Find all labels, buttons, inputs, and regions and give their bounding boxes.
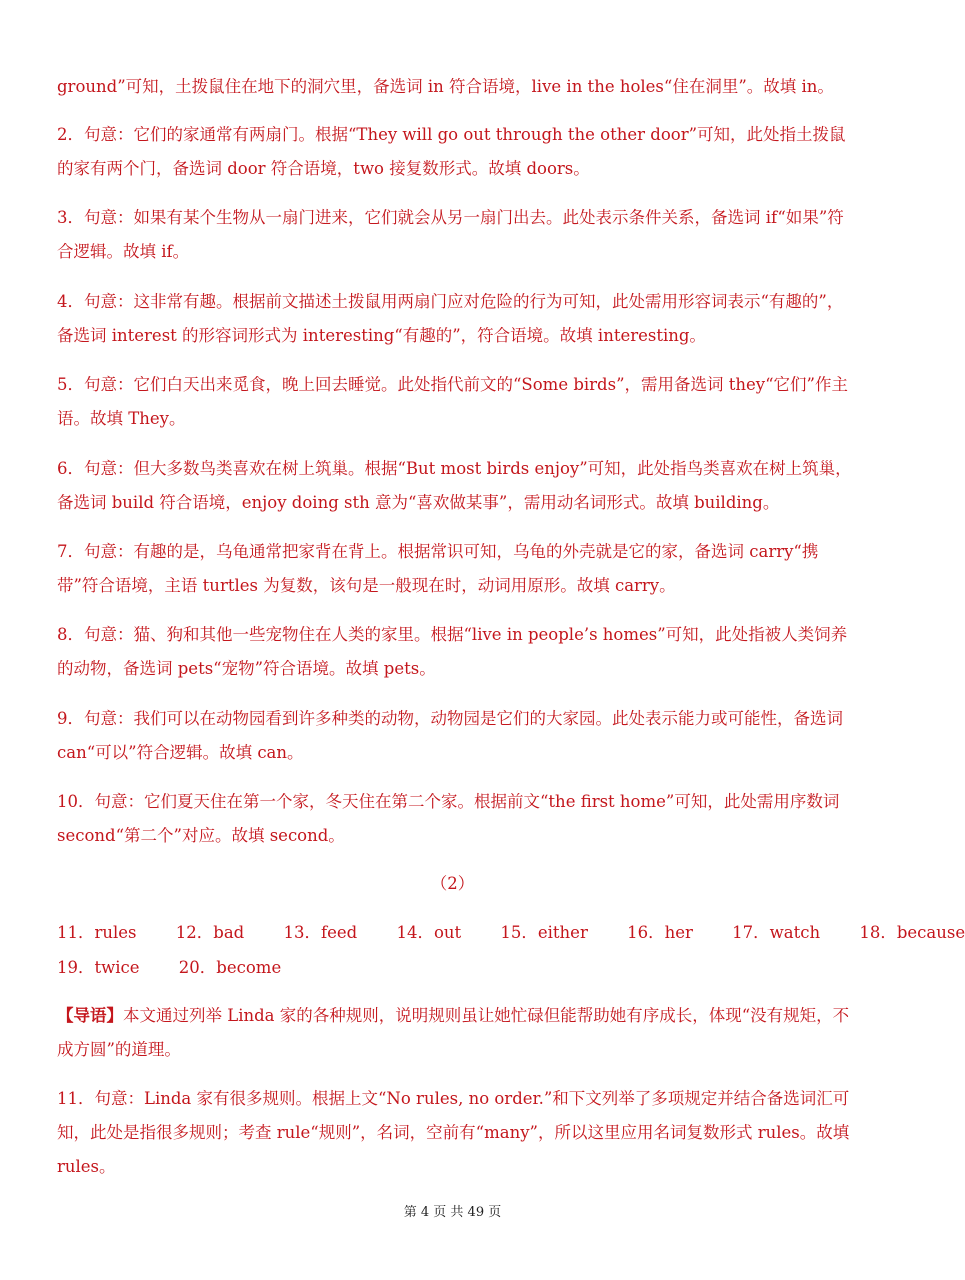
section-heading: （2） — [430, 874, 475, 893]
explanation-paragraph-4: 4．句意：这非常有趣。根据前文描述土拨鼠用两扇门应对危险的行为可知，此处需用形容词表示“有趣的”，备选词 interest 的形容词形式为 interesting“有趣的”，符合语境。故填 interesting。 — [57, 292, 844, 345]
explanation-paragraph-5: 5．句意：它们白天出来觅食，晚上回去睡觉。此处指代前文的“Some birds”，需用备选词 they“它们”作主语。故填 They。 — [57, 375, 848, 428]
answers-row-2 — [57, 951, 857, 985]
explanation-paragraph-3: 3．句意：如果有某个生物从一扇门进来，它们就会从另一扇门出去。此处表示条件关系，备选词 if“如果”符合逻辑。故填 if。 — [57, 208, 844, 261]
explanation-paragraph-11: 11．句意：Linda 家有很多规则。根据上文“No rules, no order.”和下文列举了多项规定并结合备选词汇可知，此处是指很多规则；考查 rule“规则”，名词，空前有“many”，所以这里应用名词复数形式 rules。故填 rules。 — [57, 1089, 850, 1176]
answer-item: 13．feed — [283, 923, 358, 942]
answer-item: 11．rules — [57, 923, 137, 942]
guide-paragraph — [57, 999, 857, 1067]
explanation-paragraph-7: 7．句意：有趣的是，乌龟通常把家背在背上。根据常识可知，乌龟的外壳就是它的家，备选词 carry“携带”符合语境，主语 turtles 为复数，该句是一般现在时，动词用原形。故填 carry。 — [57, 542, 819, 595]
explanation-paragraph-9: 9．句意：我们可以在动物园看到许多种类的动物，动物园是它们的大家园。此处表示能力或可能性，备选词 can“可以”符合逻辑。故填 can。 — [57, 709, 843, 762]
explanation-paragraph-10: 10．句意：它们夏天住在第一个家，冬天住在第二个家。根据前文“the first home”可知，此处需用序数词 second“第二个”对应。故填 second。 — [57, 792, 840, 845]
answer-item: 19．twice — [57, 958, 140, 977]
answer-item: 16．her — [627, 923, 693, 942]
answer-item: 15．either — [500, 923, 588, 942]
explanation-paragraph-2: 2．句意：它们的家通常有两扇门。根据“They will go out through the other door”可知，此处指土拨鼠的家有两个门，备选词 door 符合语境，two 接复数形式。故填 doors。 — [57, 125, 846, 178]
answer-item: 18．because — [859, 923, 965, 942]
guide-text: 本文通过列举 Linda 家的各种规则，说明规则虽让她忙碌但能帮助她有序成长，体现“没有规矩，不成方圆”的道理。 — [57, 1006, 850, 1059]
guide-label: 【导语】 — [57, 1006, 123, 1025]
explanation-paragraph-6: 6．句意：但大多数鸟类喜欢在树上筑巢。根据“But most birds enjoy”可知，此处指鸟类喜欢在树上筑巢，备选词 build 符合语境，enjoy doing sth 意为“喜欢做某事”，需用动名词形式。故填 building。 — [57, 459, 852, 512]
answer-item: 12．bad — [175, 923, 245, 942]
explanation-paragraph-8: 8．句意：猫、狗和其他一些宠物住在人类的家里。根据“live in people’s homes”可知，此处指被人类饲养的动物，备选词 pets“宠物”符合语境。故填 pets。 — [57, 625, 848, 678]
page-number-footer: 第 4 页 共 49 页 — [403, 1205, 502, 1220]
answer-item: 17．watch — [732, 923, 821, 942]
answers-row-1 — [57, 916, 965, 950]
answer-item: 20．become — [178, 958, 282, 977]
answer-item: 14．out — [396, 923, 462, 942]
explanation-paragraph-1: ground”可知，土拨鼠住在地下的洞穴里，备选词 in 符合语境，live in the holes“住在洞里”。故填 in。 — [57, 77, 834, 96]
